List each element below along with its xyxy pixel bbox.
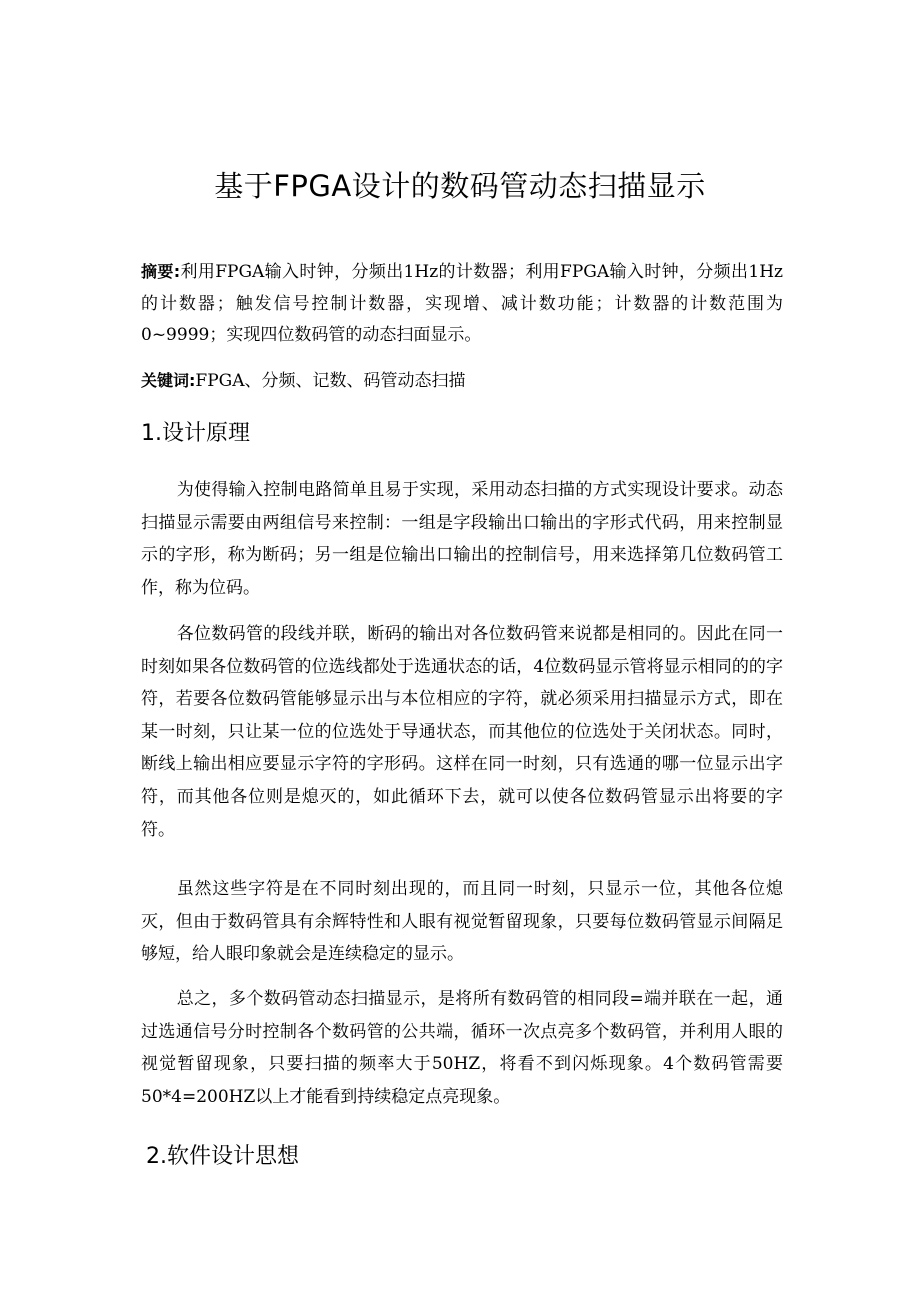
section-heading-software-design: 2.软件设计思想 — [146, 1144, 299, 1169]
paragraph: 各位数码管的段线并联，断码的输出对各位数码管来说都是相同的。因此在同一时刻如果各位数码管的位选线都处于选通状态的话，4位数码显示管将显示相同的的字符，若要各位数码管能够显示出与本位相应的字符，就必须采用扫描显示方式，即在某一时刻，只让某一位的位选处于导通状态，而其他位的位选处于关闭状态。同时，断线上输出相应要显示字符的字形码。这样在同一时刻，只有选通的哪一位显示出字符，而其他各位则是熄灭的，如此循环下去，就可以使各位数码管显示出将要的字符。 — [141, 624, 783, 840]
paragraph: 为使得输入控制电路简单且易于实现，采用动态扫描的方式实现设计要求。动态扫描显示需要由两组信号来控制：一组是字段输出口输出的字形式代码，用来控制显示的字形，称为断码；另一组是位输出口输出的控制信号，用来选择第几位数码管工作，称为位码。 — [141, 480, 783, 598]
paragraph: 虽然这些字符是在不同时刻出现的，而且同一时刻，只显示一位，其他各位熄灭，但由于数码管具有余辉特性和人眼有视觉暂留现象，只要每位数码管显示间隔足够短，给人眼印象就会是连续稳定的显示。 — [141, 879, 783, 965]
keywords-text: FPGA、分频、记数、码管动态扫描 — [195, 371, 466, 391]
abstract — [141, 256, 783, 352]
keywords-label: 关键词: — [141, 371, 196, 390]
abstract-text: 利用FPGA输入时钟，分频出1Hz的计数器；利用FPGA输入时钟，分频出1Hz的计数器；触发信号控制计数器，实现增、减计数功能；计数器的计数范围为0~9999；实现四位数码管的动态扫面显示。 — [141, 262, 783, 346]
keywords — [141, 365, 783, 398]
section-heading-design-principle: 1.设计原理 — [141, 421, 250, 446]
abstract-label: 摘要: — [141, 262, 181, 281]
document-title: 基于FPGA设计的数码管动态扫描显示 — [214, 169, 706, 203]
paragraph: 总之，多个数码管动态扫描显示，是将所有数码管的相同段=端并联在一起，通过选通信号分时控制各个数码管的公共端，循环一次点亮多个数码管，并利用人眼的视觉暂留现象，只要扫描的频率大于50HZ，将看不到闪烁现象。4个数码管需要50*4=200HZ以上才能看到持续稳定点亮现象。 — [141, 989, 783, 1107]
